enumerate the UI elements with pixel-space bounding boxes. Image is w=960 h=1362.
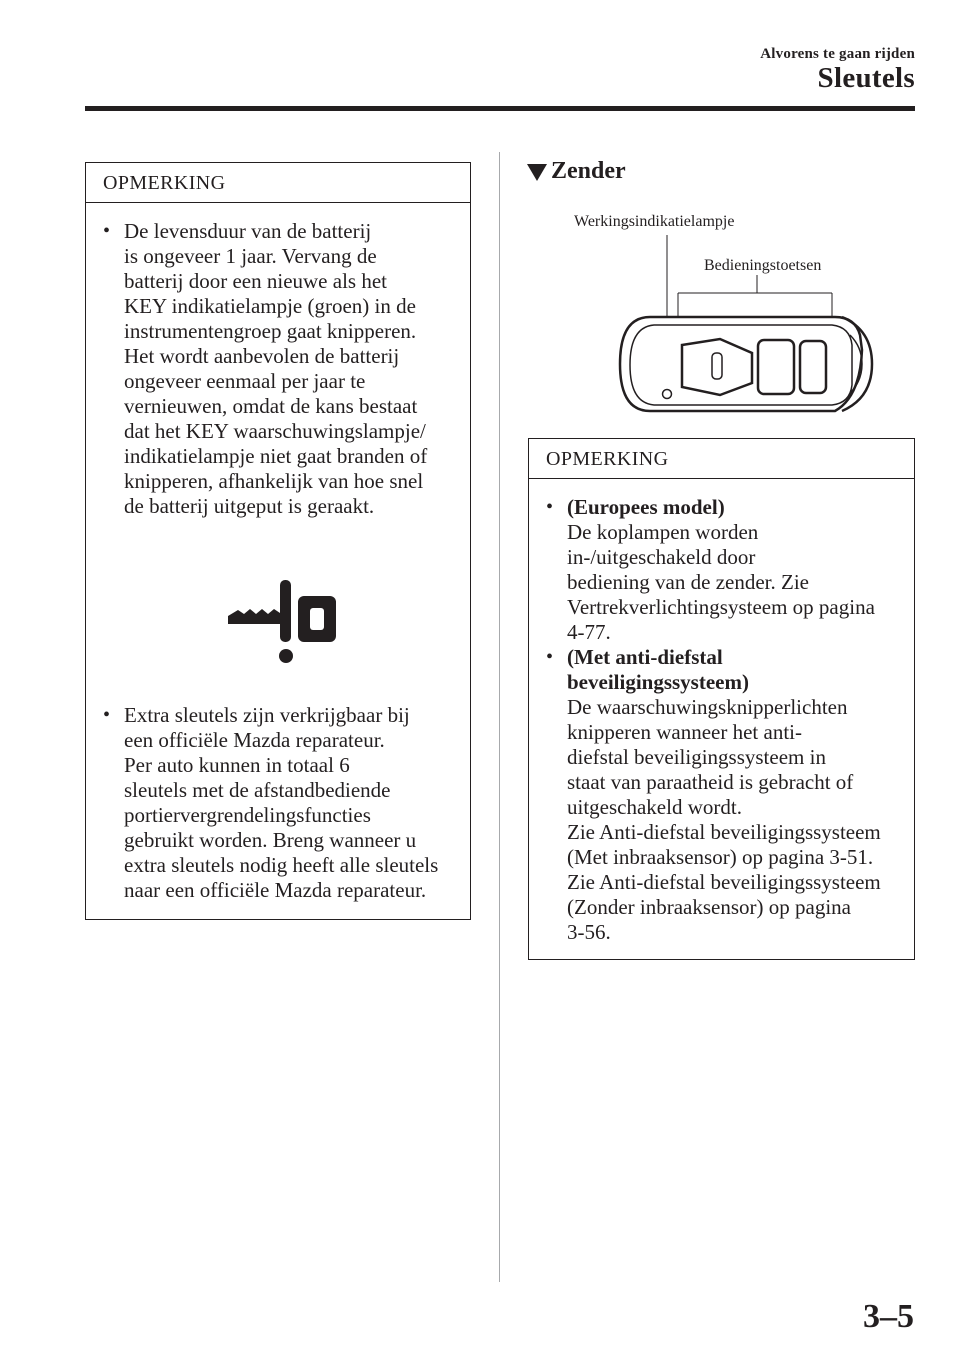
note-line: portiervergrendelingsfuncties <box>124 803 371 827</box>
note-line: gebruikt worden. Breng wanneer u <box>124 828 417 852</box>
note-line: De levensduur van de batterij <box>124 219 372 243</box>
note-line: is ongeveer 1 jaar. Vervang de <box>124 244 377 268</box>
bullet: • <box>103 704 111 726</box>
page-title: Sleutels <box>817 62 915 94</box>
bullet: • <box>546 646 554 668</box>
note-line: dat het KEY waarschuwingslampje/ <box>124 419 426 443</box>
right-note-box <box>528 438 915 960</box>
note-line: staat van paraatheid is gebracht of <box>567 770 854 794</box>
note-item-title: (Europees model) <box>567 495 725 519</box>
note-item-european-model <box>529 495 914 645</box>
note-line: batterij door een nieuwe als het <box>124 269 387 293</box>
left-note-box <box>85 162 471 920</box>
figure-label-indicator: Werkingsindikatielampje <box>574 213 735 230</box>
note-line: bediening van de zender. Zie <box>567 570 809 594</box>
note-line: KEY indikatielampje (groen) in de <box>124 294 416 318</box>
note-line: Per auto kunnen in totaal 6 <box>124 753 350 777</box>
right-note-heading: OPMERKING <box>529 439 914 479</box>
note-line: De koplampen worden <box>567 520 759 544</box>
right-note-body <box>529 479 914 945</box>
note-line: knipperen, afhankelijk van hoe snel <box>124 469 424 493</box>
note-line: Extra sleutels zijn verkrijgbaar bij <box>124 703 410 727</box>
note-line: vernieuwen, omdat de kans bestaat <box>124 394 418 418</box>
note-line: Het wordt aanbevolen de batterij <box>124 344 400 368</box>
figure-label-buttons: Bedieningstoetsen <box>704 257 822 274</box>
note-line: knipperen wanneer het anti- <box>567 720 802 744</box>
note-item-title: (Met anti-diefstal <box>567 645 723 669</box>
note-line: Vertrekverlichtingsysteem op pagina <box>567 595 875 619</box>
left-note-body-2 <box>86 703 470 903</box>
note-line: naar een officiële Mazda reparateur. <box>124 878 427 902</box>
note-line: diefstal beveiligingssysteem in <box>567 745 826 769</box>
note-line: in-/uitgeschakeld door <box>567 545 756 569</box>
key-warning-icon <box>222 576 340 666</box>
triangle-marker-icon <box>527 164 547 181</box>
note-item-battery <box>86 219 470 519</box>
note-line: (Zonder inbraaksensor) op pagina <box>567 895 851 919</box>
note-item-title: beveiligingssysteem) <box>567 670 749 694</box>
note-line: 4-77. <box>567 620 611 644</box>
page-number: 3–5 <box>863 1298 914 1335</box>
section-title: Zender <box>551 158 626 184</box>
note-line: Zie Anti-diefstal beveiligingssysteem <box>567 820 881 844</box>
note-line: (Met inbraaksensor) op pagina 3-51. <box>567 845 874 869</box>
note-line: indikatielampje niet gaat branden of <box>124 444 428 468</box>
note-line: De waarschuwingsknipperlichten <box>567 695 848 719</box>
note-line: een officiële Mazda reparateur. <box>124 728 385 752</box>
key-fob-illustration <box>610 235 880 425</box>
note-line: ongeveer eenmaal per jaar te <box>124 369 366 393</box>
note-line: sleutels met de afstandbediende <box>124 778 391 802</box>
header-section-name: Alvorens te gaan rijden <box>760 46 915 62</box>
note-line: instrumentengroep gaat knipperen. <box>124 319 417 343</box>
note-line: uitgeschakeld wordt. <box>567 795 742 819</box>
note-line: de batterij uitgeput is geraakt. <box>124 494 375 518</box>
note-line: Zie Anti-diefstal beveiligingssysteem <box>567 870 881 894</box>
column-divider <box>499 152 500 1282</box>
note-line: 3-56. <box>567 920 611 944</box>
header-rule <box>85 106 915 111</box>
left-note-body <box>86 203 470 519</box>
left-note-heading: OPMERKING <box>86 163 470 203</box>
note-item-extra-keys <box>86 703 470 903</box>
note-item-anti-theft <box>529 645 914 945</box>
note-line: extra sleutels nodig heeft alle sleutels <box>124 853 439 877</box>
bullet: • <box>103 220 111 242</box>
section-heading <box>527 158 626 185</box>
bullet: • <box>546 496 554 518</box>
